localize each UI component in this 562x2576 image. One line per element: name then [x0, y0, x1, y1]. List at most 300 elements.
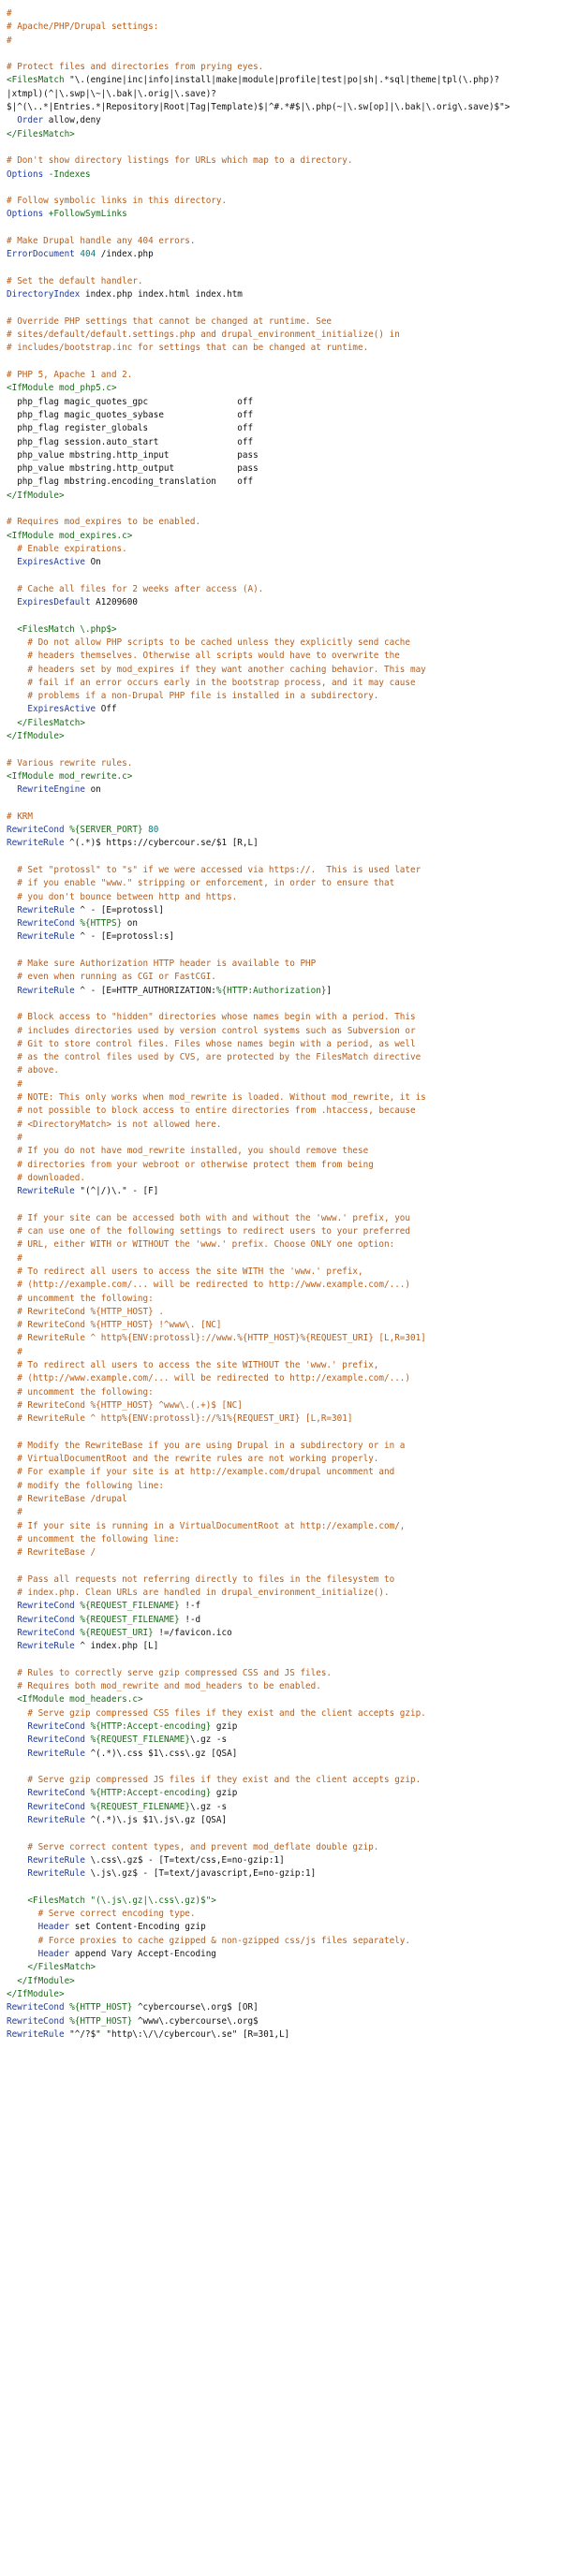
- code-line: [7, 609, 562, 622]
- code-line: [7, 48, 562, 61]
- tag-token: </FilesMatch>: [7, 128, 75, 139]
- code-line: [7, 168, 562, 182]
- text-token: A1209600: [90, 597, 138, 608]
- comment-token: # sites/default/default.settings.php and drupal_environment_initialize() in: [7, 329, 400, 341]
- comment-token: # Modify the RewriteBase if you are using Drupal in a subdirectory or in a: [7, 1440, 406, 1451]
- code-line: [7, 770, 562, 783]
- code-line: [7, 1533, 562, 1546]
- code-line: [7, 1654, 562, 1667]
- comment-token: # Various rewrite rules.: [7, 757, 133, 768]
- code-line: [7, 1600, 562, 1613]
- code-line: [7, 1172, 562, 1185]
- code-line: [7, 1854, 562, 1867]
- comment-token: # Pass all requests not referring directly to files in the filesystem to: [7, 1573, 395, 1585]
- code-line: [7, 623, 562, 637]
- variable-token: +FollowSymLinks: [48, 209, 127, 220]
- variable-token: %{REQUEST_URI}: [80, 1627, 154, 1638]
- text-token: [7, 1186, 17, 1196]
- tag-token: </IfModule>: [17, 1975, 75, 1986]
- text-token: [7, 1949, 38, 1959]
- code-line: [7, 2028, 562, 2042]
- text-token: [7, 115, 17, 125]
- comment-token: # Force proxies to cache gzipped & non-gzipped css/js files separately.: [7, 1935, 410, 1946]
- text-token: gzip: [211, 1721, 238, 1732]
- text-token: [7, 1628, 17, 1638]
- code-line: [7, 436, 562, 449]
- comment-token: # KRM: [7, 811, 33, 822]
- text-token: [7, 986, 17, 996]
- comment-token: #: [7, 1078, 22, 1090]
- code-line: [7, 1948, 562, 1961]
- comment-token: # Protect files and directories from prying eyes.: [7, 62, 264, 73]
- code-line: [7, 1921, 562, 1934]
- text-token: [7, 1601, 17, 1611]
- code-line: [7, 837, 562, 850]
- text-token: on: [84, 784, 101, 796]
- comment-token: # RewriteCond %{HTTP_HOST} ^www\.(.+)$ [NC]: [7, 1399, 243, 1411]
- text-token: php_flag session.auto_start off: [7, 436, 254, 447]
- code-line: [7, 1720, 562, 1734]
- tag-token: <IfModule mod_expires.c>: [7, 530, 133, 541]
- directive-token: RewriteCond: [17, 1614, 75, 1625]
- code-line: [7, 877, 562, 890]
- directive-token: ExpiresActive: [27, 704, 96, 715]
- code-line: [7, 1801, 562, 1814]
- variable-token: %{HTTP_HOST}: [69, 2002, 133, 2013]
- text-token: \.js\.gz$ - [T=text/javascript,E=no-gzip:1]: [84, 1868, 317, 1880]
- directive-token: RewriteCond: [17, 1601, 75, 1612]
- text-token: [7, 597, 17, 607]
- comment-token: #: [7, 8, 12, 19]
- comment-token: # To redirect all users to access the site WITH the 'www.' prefix,: [7, 1266, 363, 1277]
- code-line: [7, 422, 562, 435]
- code-line: [7, 275, 562, 288]
- text-token: ^cybercourse\.org$ [OR]: [132, 2002, 259, 2013]
- comment-token: # URL, either WITH or WITHOUT the 'www.' prefix. Choose ONLY one option:: [7, 1239, 395, 1251]
- variable-token: %{HTTP:Accept-encoding}: [90, 1721, 212, 1732]
- code-line: [7, 74, 562, 87]
- code-line: [7, 569, 562, 582]
- code-line: [7, 1051, 562, 1064]
- text-token: [7, 1615, 17, 1625]
- code-line: [7, 1867, 562, 1881]
- variable-token: %{HTTP:Authorization}: [215, 985, 327, 996]
- text-token: ^(.*)$ https://cybercour.se/$1 [R,L]: [64, 838, 259, 849]
- code-line: [7, 1011, 562, 1024]
- code-line: [7, 21, 562, 34]
- code-line: [7, 114, 562, 127]
- comment-token: # even when running as CGI or FastCGI.: [7, 972, 216, 983]
- directive-token: ExpiresDefault: [17, 597, 91, 608]
- text-token: allow,deny: [43, 115, 101, 126]
- comment-token: # RewriteBase /: [7, 1547, 96, 1559]
- code-line: [7, 1238, 562, 1251]
- comment-token: # Set the default handler.: [7, 275, 143, 286]
- code-line: [7, 1546, 562, 1559]
- text-token: [7, 918, 17, 929]
- comment-token: # directories from your webroot or otherwise protect them from being: [7, 1159, 374, 1170]
- code-line: [7, 1145, 562, 1158]
- comment-token: # Do not allow PHP scripts to be cached unless they explicitly send cache: [7, 637, 410, 648]
- code-line: [7, 1680, 562, 1693]
- comment-token: # uncomment the following:: [7, 1386, 154, 1398]
- code-line: [7, 1266, 562, 1279]
- code-line: [7, 1346, 562, 1359]
- code-line: [7, 1480, 562, 1493]
- code-line: [7, 1961, 562, 1974]
- code-line: [7, 1975, 562, 1988]
- code-line: [7, 904, 562, 917]
- tag-token: <IfModule mod_php5.c>: [7, 383, 117, 394]
- code-line: [7, 1038, 562, 1051]
- comment-token: # For example if your site is at http://example.com/drupal uncomment and: [7, 1467, 395, 1478]
- text-token: append Vary Accept-Encoding: [69, 1949, 216, 1960]
- directive-token: RewriteCond: [7, 2002, 65, 2013]
- comment-token: # uncomment the following line:: [7, 1533, 180, 1544]
- tag-token: <IfModule mod_headers.c>: [17, 1694, 143, 1705]
- code-line: [7, 1132, 562, 1145]
- code-line: [7, 1506, 562, 1519]
- code-line: [7, 757, 562, 770]
- tag-token: <IfModule mod_rewrite.c>: [7, 770, 133, 782]
- directive-token: ErrorDocument: [7, 249, 75, 260]
- variable-token: -Indexes: [48, 168, 91, 180]
- directive-token: RewriteCond: [27, 1801, 85, 1812]
- comment-token: # RewriteCond %{HTTP_HOST} !^www\. [NC]: [7, 1320, 222, 1331]
- text-token: [7, 1641, 17, 1651]
- directive-token: RewriteRule: [27, 1748, 85, 1759]
- comment-token: # Block access to "hidden" directories whose names begin with a period. This: [7, 1012, 416, 1023]
- directive-token: RewriteRule: [17, 931, 75, 943]
- comment-token: # Make sure Authorization HTTP header is available to PHP: [7, 959, 317, 970]
- code-line: [7, 1614, 562, 1627]
- code-line: [7, 930, 562, 944]
- code-line: [7, 783, 562, 797]
- text-token: [7, 1815, 27, 1825]
- number-token: 404: [80, 249, 96, 260]
- text-token: $|^(\..*|Entries.*|Repository|Root|Tag|Template)$|^#.*#$|\.php(~|\.sw[op]|\.bak|\.orig\.save)$">: [7, 102, 510, 113]
- text-token: [7, 557, 17, 567]
- directive-token: RewriteCond: [17, 918, 75, 929]
- text-token: ^ - [E=protossl:s]: [74, 931, 175, 943]
- text-token: [7, 1868, 27, 1879]
- comment-token: # as the control files used by CVS, are protected by the FilesMatch directive: [7, 1052, 422, 1063]
- comment-token: # index.php. Clean URLs are handled in drupal_environment_initialize().: [7, 1588, 390, 1599]
- text-token: [7, 784, 17, 795]
- text-token: php_flag magic_quotes_sybase off: [7, 409, 254, 420]
- code-line: [7, 1935, 562, 1948]
- code-line: [7, 1573, 562, 1587]
- code-line: [7, 1386, 562, 1399]
- directive-token: RewriteRule: [27, 1854, 85, 1866]
- code-line: [7, 1399, 562, 1412]
- number-token: 80: [148, 825, 159, 836]
- directive-token: DirectoryIndex: [7, 289, 81, 300]
- code-line: [7, 717, 562, 730]
- directive-token: RewriteRule: [7, 2028, 65, 2040]
- code-line: [7, 61, 562, 74]
- comment-token: #: [7, 35, 12, 46]
- text-token: [7, 624, 17, 635]
- code-line: [7, 1279, 562, 1292]
- code-line: [7, 128, 562, 141]
- comment-token: # Cache all files for 2 weeks after access (A).: [7, 583, 264, 594]
- code-line: [7, 1748, 562, 1761]
- directive-token: RewriteRule: [17, 904, 75, 915]
- code-line: [7, 1025, 562, 1038]
- code-line: [7, 356, 562, 369]
- comment-token: # includes/bootstrap.inc for settings that can be changed at runtime.: [7, 343, 369, 354]
- code-line: [7, 329, 562, 342]
- code-line: [7, 1814, 562, 1827]
- code-line: [7, 382, 562, 395]
- text-token: php_flag magic_quotes_gpc off: [7, 396, 254, 407]
- code-line: [7, 1493, 562, 1506]
- text-token: ]: [326, 985, 333, 996]
- directive-token: RewriteEngine: [17, 784, 85, 796]
- text-token: !-d: [179, 1614, 201, 1625]
- text-token: [7, 1976, 17, 1986]
- text-token: index.php index.html index.htm: [80, 289, 243, 300]
- code-line: [7, 971, 562, 984]
- tag-token: <FilesMatch "(\.js\.gz|\.css\.gz)$">: [27, 1895, 216, 1906]
- text-token: php_value mbstring.http_output pass: [7, 463, 259, 475]
- variable-token: %{HTTPS}: [80, 918, 123, 929]
- code-line: [7, 650, 562, 663]
- code-line: [7, 208, 562, 221]
- code-line: [7, 462, 562, 476]
- code-line: [7, 182, 562, 195]
- comment-token: #: [7, 1252, 22, 1264]
- directive-token: Header: [37, 1949, 70, 1960]
- comment-token: # (http://www.example.com/... will be redirected to http://example.com/...): [7, 1373, 410, 1384]
- variable-token: %{SERVER_PORT}: [69, 825, 143, 836]
- code-line: [7, 476, 562, 489]
- text-token: "^/?$" "http\:\/\/cybercour\.se" [R=301,L]: [64, 2028, 290, 2040]
- code-line: [7, 556, 562, 569]
- directive-token: RewriteCond: [27, 1734, 85, 1746]
- tag-token: </IfModule>: [7, 490, 65, 501]
- comment-token: # you don't bounce between http and https.: [7, 891, 238, 902]
- comment-token: # above.: [7, 1065, 59, 1076]
- variable-token: %{REQUEST_FILENAME}: [80, 1601, 180, 1612]
- text-token: \.gz -s: [189, 1734, 228, 1746]
- text-token: [7, 1922, 38, 1932]
- code-line: [7, 101, 562, 114]
- text-token: [7, 1749, 27, 1759]
- code-line: [7, 1787, 562, 1800]
- tag-token: </IfModule>: [7, 731, 65, 742]
- directive-token: RewriteCond: [7, 825, 65, 836]
- tag-token: </FilesMatch>: [17, 717, 85, 728]
- comment-token: #: [7, 1132, 22, 1143]
- code-line: [7, 88, 562, 101]
- code-line: [7, 944, 562, 958]
- code-line: [7, 195, 562, 208]
- text-token: \.css\.gz$ - [T=text/css,E=no-gzip:1]: [84, 1854, 285, 1866]
- code-line: [7, 1306, 562, 1319]
- code-line: [7, 35, 562, 48]
- code-line: [7, 1640, 562, 1653]
- code-line: [7, 1212, 562, 1225]
- directive-token: RewriteCond: [7, 2015, 65, 2027]
- tag-token: </IfModule>: [7, 1988, 65, 1999]
- text-token: !-f: [179, 1601, 201, 1612]
- variable-token: %{HTTP_HOST}: [69, 2015, 133, 2027]
- code-line: [7, 1225, 562, 1238]
- code-line: [7, 490, 562, 503]
- variable-token: %{REQUEST_FILENAME}: [90, 1801, 190, 1812]
- code-line: [7, 1908, 562, 1921]
- code-line: [7, 664, 562, 677]
- text-token: [7, 1802, 27, 1812]
- comment-token: # modify the following line:: [7, 1480, 164, 1491]
- text-token: [7, 905, 17, 915]
- code-line: [7, 1252, 562, 1266]
- comment-token: # problems if a non-Drupal PHP file is installed in a subdirectory.: [7, 691, 379, 702]
- text-token: [7, 931, 17, 942]
- code-line: [7, 1774, 562, 1787]
- code-line: [7, 1895, 562, 1908]
- code-line: [7, 1359, 562, 1372]
- code-line: [7, 1078, 562, 1091]
- code-line: [7, 409, 562, 422]
- comment-token: # headers set by mod_expires if they want another caching behavior. This may: [7, 664, 426, 675]
- code-line: [7, 1159, 562, 1172]
- code-line: [7, 864, 562, 877]
- code-line: [7, 1734, 562, 1747]
- comment-token: #: [7, 1507, 22, 1518]
- code-line: [7, 596, 562, 609]
- text-token: [7, 1734, 27, 1745]
- text-token: ^www\.cybercourse\.org$: [132, 2015, 259, 2027]
- directive-token: ExpiresActive: [17, 557, 85, 568]
- comment-token: # PHP 5, Apache 1 and 2.: [7, 370, 133, 381]
- comment-token: # Apache/PHP/Drupal settings:: [7, 22, 159, 33]
- comment-token: #: [7, 1346, 22, 1357]
- code-line: [7, 288, 562, 301]
- code-line: [7, 7, 562, 21]
- code-line: [7, 222, 562, 235]
- comment-token: # Requires mod_expires to be enabled.: [7, 517, 201, 528]
- code-line: [7, 1693, 562, 1706]
- comment-token: # (http://example.com/... will be redirected to http://www.example.com/...): [7, 1280, 410, 1291]
- comment-token: # VirtualDocumentRoot and the rewrite rules are not working properly.: [7, 1454, 379, 1465]
- code-line: [7, 543, 562, 556]
- text-token: !=/favicon.ico: [153, 1627, 232, 1638]
- code-line: [7, 1988, 562, 2001]
- directive-token: RewriteCond: [17, 1627, 75, 1638]
- code-line: [7, 743, 562, 756]
- comment-token: # Serve correct content types, and prevent mod_deflate double gzip.: [7, 1841, 379, 1852]
- text-token: |xtmpl)(^|\.swp|\~|\.bak|\.orig|\.save)?: [7, 88, 216, 99]
- code-line: [7, 530, 562, 543]
- comment-token: # Don't show directory listings for URLs which map to a directory.: [7, 155, 353, 167]
- directive-token: RewriteRule: [27, 1868, 85, 1880]
- comment-token: # If your site can be accessed both with and without the 'www.' prefix, you: [7, 1212, 410, 1223]
- text-token: [7, 1694, 17, 1705]
- comment-token: # Set "protossl" to "s" if we were accessed via https://. This is used later: [7, 865, 422, 875]
- directive-token: RewriteRule: [7, 838, 65, 849]
- code-line: [7, 342, 562, 355]
- text-token: gzip: [211, 1788, 238, 1799]
- text-token: [7, 718, 17, 728]
- directive-token: RewriteRule: [27, 1815, 85, 1826]
- comment-token: # Enable expirations.: [7, 543, 127, 554]
- code-line: [7, 1466, 562, 1479]
- text-token: php_flag mbstring.encoding_translation off: [7, 476, 254, 488]
- code-line: [7, 1105, 562, 1118]
- text-token: [7, 1788, 27, 1798]
- code-line: [7, 1198, 562, 1211]
- text-token: php_value mbstring.http_input pass: [7, 449, 259, 461]
- text-token: \.gz -s: [189, 1801, 228, 1812]
- code-line: [7, 141, 562, 154]
- code-line: [7, 1440, 562, 1453]
- code-line: [7, 235, 562, 248]
- code-line: [7, 1627, 562, 1640]
- directive-token: RewriteCond: [27, 1788, 85, 1799]
- directive-token: Options: [7, 168, 44, 180]
- code-line: [7, 985, 562, 998]
- comment-token: # Requires both mod_rewrite and mod_headers to be enabled.: [7, 1681, 321, 1692]
- code-line: [7, 677, 562, 690]
- comment-token: # uncomment the following:: [7, 1293, 154, 1304]
- code-line: [7, 958, 562, 971]
- text-token: [7, 1855, 27, 1866]
- code-line: [7, 1707, 562, 1720]
- code-line: [7, 1426, 562, 1439]
- code-line: [7, 1091, 562, 1105]
- code-line: [7, 1185, 562, 1198]
- text-token: ^(.*)\.js $1\.js\.gz [QSA]: [84, 1815, 228, 1826]
- code-line: [7, 1827, 562, 1840]
- code-line: [7, 1559, 562, 1573]
- code-line: [7, 1667, 562, 1680]
- code-line: [7, 503, 562, 516]
- text-token: On: [84, 557, 101, 568]
- tag-token: </FilesMatch>: [27, 1962, 96, 1973]
- code-line: [7, 730, 562, 743]
- text-token: Off: [96, 704, 117, 715]
- directive-token: RewriteRule: [17, 985, 75, 996]
- code-line: [7, 1319, 562, 1332]
- code-line: [7, 637, 562, 650]
- comment-token: # Serve correct encoding type.: [7, 1909, 196, 1920]
- code-line: [7, 1064, 562, 1077]
- code-line: [7, 1587, 562, 1600]
- comment-token: # Make Drupal handle any 404 errors.: [7, 236, 196, 247]
- code-line: [7, 998, 562, 1011]
- code-line: [7, 154, 562, 168]
- code-line: [7, 1372, 562, 1385]
- code-line: [7, 262, 562, 275]
- directive-token: RewriteRule: [17, 1186, 75, 1197]
- directive-token: Options: [7, 209, 44, 220]
- text-token: ^ index.php [L]: [74, 1641, 159, 1652]
- comment-token: # If your site is running in a VirtualDocumentRoot at http://example.com/,: [7, 1520, 406, 1531]
- code-line: [7, 811, 562, 824]
- comment-token: # includes directories used by version control systems such as Subversion or: [7, 1025, 416, 1036]
- comment-token: # fail if an error occurs early in the bootstrap process, and it may cause: [7, 677, 416, 688]
- text-token: "(^|/)\." - [F]: [74, 1186, 159, 1197]
- variable-token: %{HTTP:Accept-encoding}: [90, 1788, 212, 1799]
- code-line: [7, 1332, 562, 1345]
- directive-token: Header: [37, 1922, 70, 1933]
- code-line: [7, 1881, 562, 1895]
- comment-token: # headers themselves. Otherwise all scripts would have to overwrite the: [7, 651, 400, 662]
- comment-token: # RewriteRule ^ http%{ENV:protossl}://%1%{REQUEST_URI} [L,R=301]: [7, 1413, 353, 1425]
